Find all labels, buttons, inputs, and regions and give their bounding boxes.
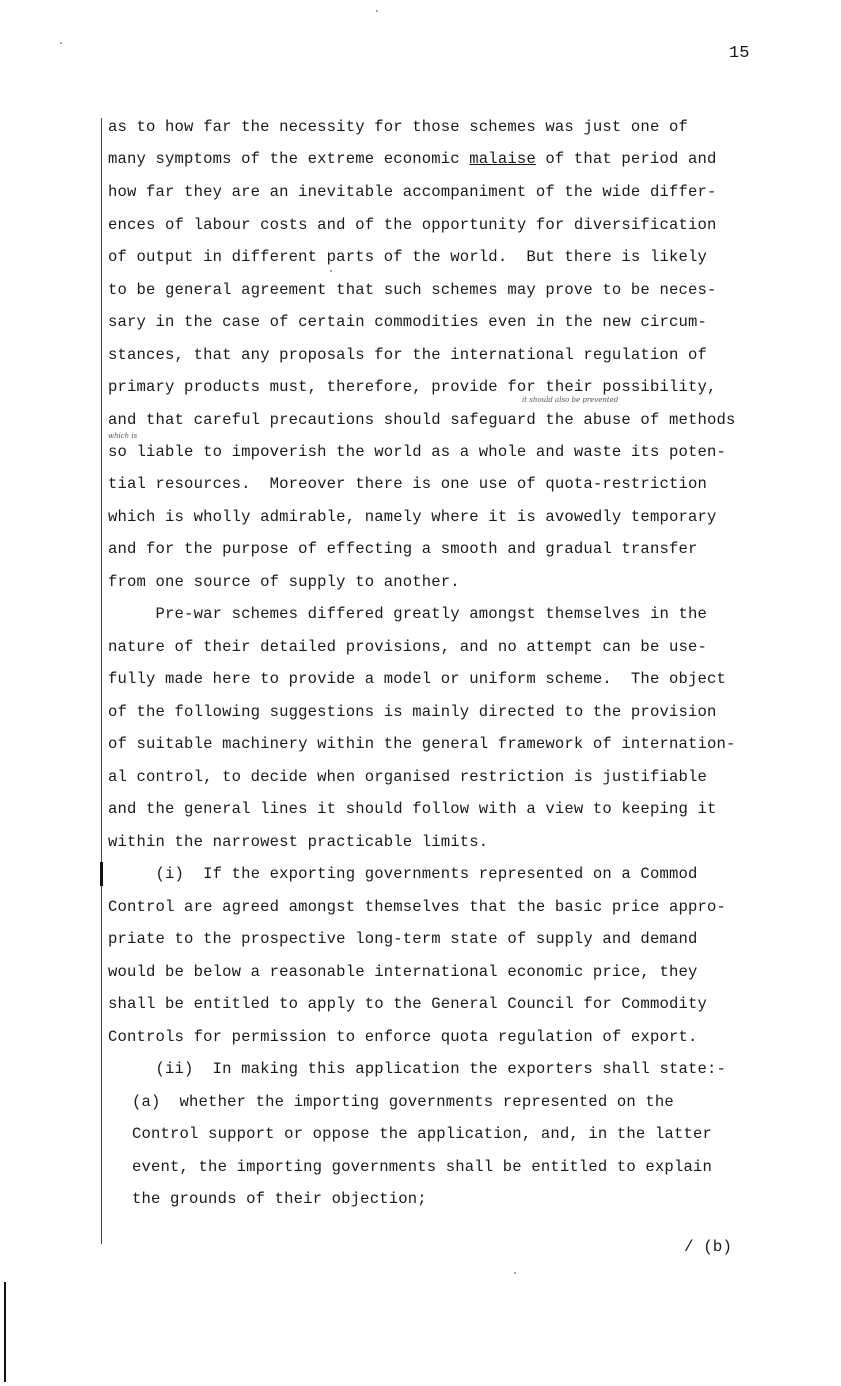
text-line: which is wholly admirable, namely where it is avowedly temporary <box>108 508 717 526</box>
text-line: shall be entitled to apply to the General Council for Commodity <box>108 995 707 1013</box>
text-line: (a) whether the importing governments represented on the <box>132 1093 674 1111</box>
text-line: tial resources. Moreover there is one use of quota-restriction <box>108 475 707 493</box>
text-line: priate to the prospective long-term state of supply and demand <box>108 930 698 948</box>
text-line: Controls for permission to enforce quota regulation of export. <box>108 1028 698 1046</box>
text-line: as to how far the necessity for those schemes was just one of <box>108 118 688 136</box>
text-line: of the following suggestions is mainly directed to the provision <box>108 703 717 721</box>
page-number: 15 <box>729 44 750 63</box>
text-line: of output in different parts of the world. But there is likely <box>108 248 707 266</box>
text-line: Pre-war schemes differed greatly amongst themselves in the <box>108 605 707 623</box>
text-line: the grounds of their objection; <box>132 1190 427 1208</box>
handwritten-margin-note: which is <box>108 432 138 440</box>
scan-edge <box>4 1282 6 1382</box>
scan-speck <box>514 1272 516 1274</box>
scan-speck <box>330 270 332 272</box>
text-line: and that careful precautions should safeguard the abuse of methods <box>108 411 736 429</box>
text-fragment: of that period and <box>535 150 717 168</box>
text-line: event, the importing governments shall be entitled to explain <box>132 1158 712 1176</box>
text-line: of suitable machinery within the general framework of internation- <box>108 735 736 753</box>
text-line: nature of their detailed provisions, and no attempt can be use- <box>108 638 707 656</box>
text-line: al control, to decide when organised restriction is justifiable <box>108 768 707 786</box>
text-line: within the narrowest practicable limits. <box>108 833 489 851</box>
catchword: / (b) <box>684 1238 733 1256</box>
underlined-word: malaise <box>469 150 536 168</box>
text-line: sary in the case of certain commodities even in the new circum- <box>108 313 707 331</box>
text-line: to be general agreement that such schemes may prove to be neces- <box>108 281 717 299</box>
text-line: fully made here to provide a model or uniform scheme. The object <box>108 670 727 688</box>
scan-speck <box>60 42 62 44</box>
text-line: Control are agreed amongst themselves that the basic price appro- <box>108 898 727 916</box>
text-line: how far they are an inevitable accompaniment of the wide differ- <box>108 183 717 201</box>
margin-rule <box>101 118 102 1244</box>
scan-speck <box>376 10 378 12</box>
text-line <box>108 152 717 168</box>
text-line: primary products must, therefore, provide for their possibility, <box>108 378 717 396</box>
text-line: and the general lines it should follow with a view to keeping it <box>108 800 717 818</box>
text-line: from one source of supply to another. <box>108 573 460 591</box>
text-line: would be below a reasonable international economic price, they <box>108 963 698 981</box>
text-line: and for the purpose of effecting a smooth and gradual transfer <box>108 540 698 558</box>
margin-mark <box>100 862 103 886</box>
text-line: so liable to impoverish the world as a whole and waste its poten- <box>108 443 727 461</box>
handwritten-annotation: it should also be prevented <box>522 396 619 404</box>
text-line: (ii) In making this application the exporters shall state:- <box>108 1060 727 1078</box>
text-line: stances, that any proposals for the international regulation of <box>108 346 707 364</box>
text-fragment: many symptoms of the extreme economic <box>108 150 470 168</box>
text-line: Control support or oppose the application, and, in the latter <box>132 1125 712 1143</box>
text-line: ences of labour costs and of the opportunity for diversification <box>108 216 717 234</box>
text-line: (i) If the exporting governments represented on a Commod <box>108 865 698 883</box>
